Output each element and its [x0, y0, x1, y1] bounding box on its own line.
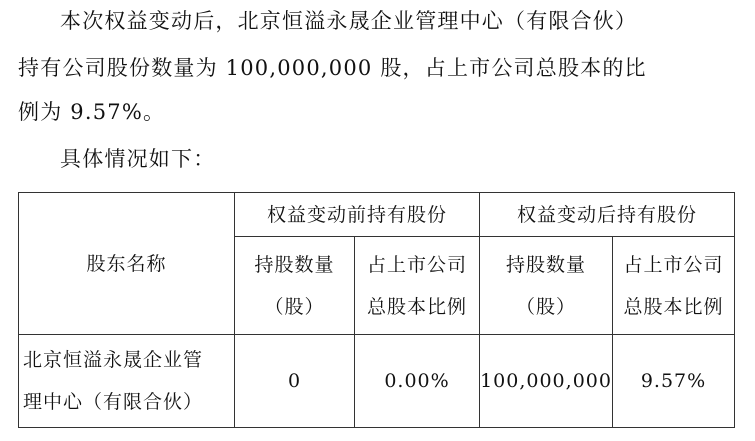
shareholder-name-cell	[19, 335, 235, 428]
header-after-change: 权益变动后持有股份	[480, 193, 735, 237]
shares-label-line2: （股）	[264, 295, 325, 318]
ratio-label-line2: 总股本比例	[367, 295, 468, 318]
ratio-label-line1: 占上市公司	[367, 253, 468, 276]
header-before-change: 权益变动前持有股份	[235, 193, 480, 237]
paragraph-line-1: 本次权益变动后，北京恒溢永晟企业管理中心（有限合伙）	[60, 9, 638, 33]
header-shareholder-name: 股东名称	[19, 193, 235, 335]
header-after-ratio	[613, 237, 735, 335]
header-before-ratio	[355, 237, 480, 335]
shares-label-line1: 持股数量	[506, 253, 587, 276]
intro-text: 具体情况如下：	[60, 147, 216, 171]
header-row-group	[19, 193, 735, 237]
ratio-label-line2: 总股本比例	[623, 295, 724, 318]
table-row	[19, 335, 735, 428]
after-shares-cell: 100,000,000	[480, 335, 613, 428]
paragraph-line-2: 持有公司股份数量为 100,000,000 股，占上市公司总股本的比	[18, 56, 647, 80]
before-ratio-cell: 0.00%	[355, 335, 480, 428]
shares-label-line2: （股）	[516, 295, 577, 318]
holdings-table	[18, 192, 735, 428]
ratio-label-line1: 占上市公司	[623, 253, 724, 276]
header-after-shares	[480, 237, 613, 335]
shares-label-line1: 持股数量	[254, 253, 335, 276]
paragraph-line-3: 例为 9.57%。	[18, 100, 166, 124]
shareholder-name-line2: 理中心（有限合伙）	[23, 391, 204, 413]
header-before-shares	[235, 237, 355, 335]
shareholder-name-line1: 北京恒溢永晟企业管	[23, 349, 204, 371]
after-ratio-cell: 9.57%	[613, 335, 735, 428]
before-shares-cell: 0	[235, 335, 355, 428]
